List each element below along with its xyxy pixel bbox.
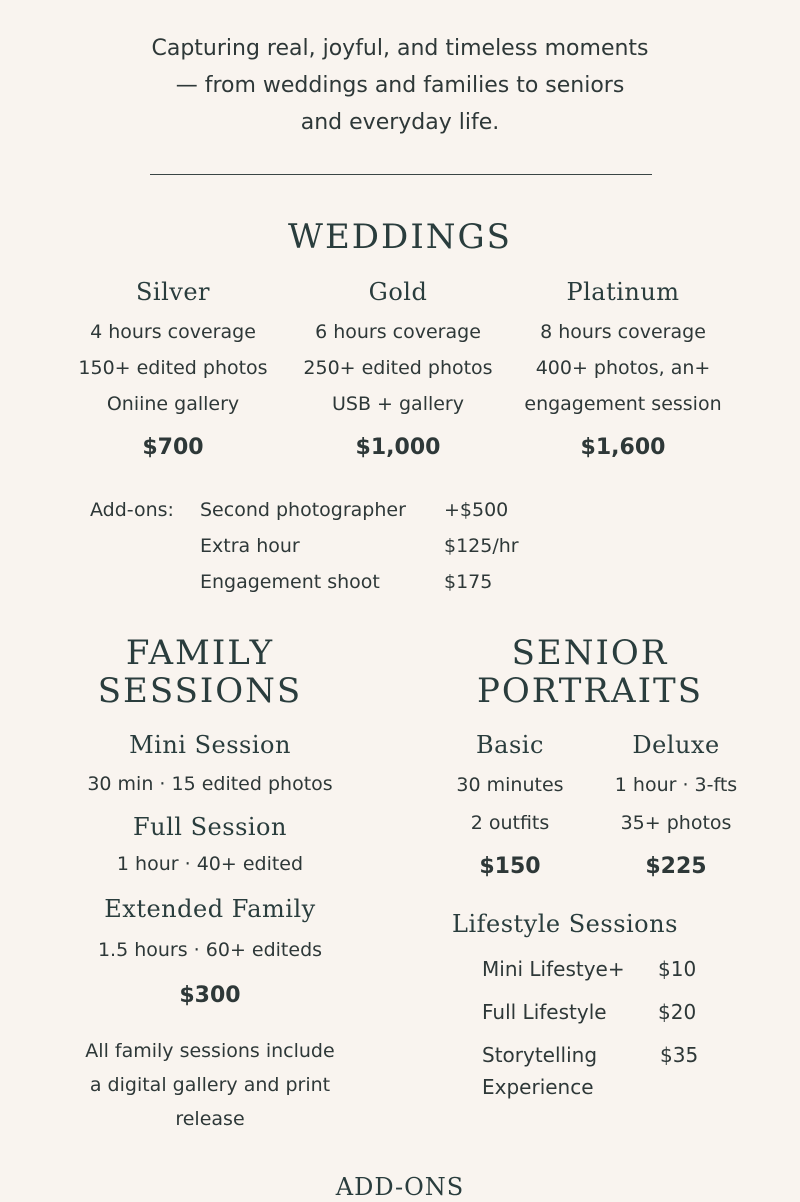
lifestyle-item-name-line: Experience	[482, 1075, 594, 1099]
session-name: Extended Family	[104, 895, 316, 923]
intro-text	[100, 30, 700, 141]
package-name: Silver	[135, 278, 211, 306]
family-note-line: release	[175, 1108, 245, 1130]
package-detail: 150+ edited photos	[78, 357, 268, 379]
package-detail: 30 minutes	[456, 774, 564, 796]
senior-package-deluxe	[596, 728, 756, 892]
package-name: Basic	[476, 731, 544, 759]
package-name: Platinum	[566, 278, 680, 306]
package-detail: 400+ photos, an+	[535, 357, 711, 379]
lifestyle-item-name-line: Storytelling	[482, 1043, 598, 1067]
addons-label	[90, 492, 174, 528]
package-detail: 250+ edited photos	[303, 357, 493, 379]
package-detail: 8 hours coverage	[540, 321, 706, 343]
family-heading-line: FAMILY	[125, 633, 275, 673]
family-note-line: a digital gallery and print	[89, 1074, 331, 1096]
senior-heading-line: PORTRAITS	[477, 671, 703, 711]
package-detail: engagement session	[524, 393, 722, 415]
package-detail: 2 outfits	[470, 812, 550, 834]
package-detail: 4 hours coverage	[90, 321, 256, 343]
lifestyle-item-price: $20	[658, 1000, 697, 1024]
wedding-package-gold	[278, 274, 518, 468]
lifestyle-item-name: Full Lifestyle	[482, 1000, 607, 1024]
session-detail: 1.5 hours · 60+ editeds	[97, 939, 323, 961]
addons-heading: ADD-ONS	[335, 1173, 465, 1201]
session-detail: 30 min · 15 edited photos	[87, 773, 333, 795]
intro-line: and everyday life.	[300, 110, 500, 135]
addon-name: Extra hour	[200, 535, 300, 557]
wedding-package-platinum	[503, 274, 743, 468]
family-heading	[60, 634, 340, 710]
lifestyle-heading: Lifestyle Sessions	[452, 910, 678, 938]
session-name: Mini Session	[129, 731, 291, 759]
addons-prices	[444, 492, 519, 600]
addon-price: +$500	[444, 499, 509, 521]
family-sessions-list	[40, 728, 380, 1016]
family-note-line: All family sessions include	[85, 1040, 335, 1062]
senior-heading	[440, 634, 740, 710]
weddings-heading: WEDDINGS	[288, 217, 512, 257]
package-name: Gold	[368, 278, 428, 306]
addon-name: Second photographer	[200, 499, 406, 521]
package-detail: 6 hours coverage	[315, 321, 481, 343]
family-price: $300	[179, 983, 241, 1008]
package-price: $150	[479, 854, 541, 879]
divider	[150, 174, 652, 175]
senior-heading-line: SENIOR	[511, 633, 669, 673]
addons-names	[200, 492, 406, 600]
wedding-package-silver	[53, 274, 293, 468]
lifestyle-item-price: $35	[660, 1043, 699, 1067]
family-note	[40, 1034, 380, 1136]
senior-package-basic	[430, 728, 590, 892]
lifestyle-item-name	[482, 1039, 597, 1103]
addon-price: $125/hr	[444, 535, 519, 557]
package-detail: Oniine gallery	[106, 393, 240, 415]
package-price: $1,600	[580, 435, 666, 460]
intro-line: — from weddings and families to seniors	[175, 73, 625, 98]
package-price: $1,000	[355, 435, 441, 460]
session-name: Full Session	[133, 813, 287, 841]
package-name: Deluxe	[632, 731, 720, 759]
package-price: $700	[142, 435, 204, 460]
addons-label-text: Add-ons:	[90, 499, 174, 521]
intro-line: Capturing real, joyful, and timeless moments	[151, 36, 649, 61]
lifestyle-item-name: Mini Lifestye+	[482, 957, 625, 981]
addon-name: Engagement shoot	[200, 571, 380, 593]
package-detail: USB + gallery	[331, 393, 464, 415]
package-price: $225	[645, 854, 707, 879]
addon-price: $175	[444, 571, 493, 593]
package-detail: 1 hour · 3-fts	[614, 774, 738, 796]
package-detail: 35+ photos	[620, 812, 732, 834]
session-detail: 1 hour · 40+ edited	[116, 853, 304, 875]
lifestyle-item-price: $10	[658, 957, 697, 981]
family-heading-line: SESSIONS	[97, 671, 303, 711]
